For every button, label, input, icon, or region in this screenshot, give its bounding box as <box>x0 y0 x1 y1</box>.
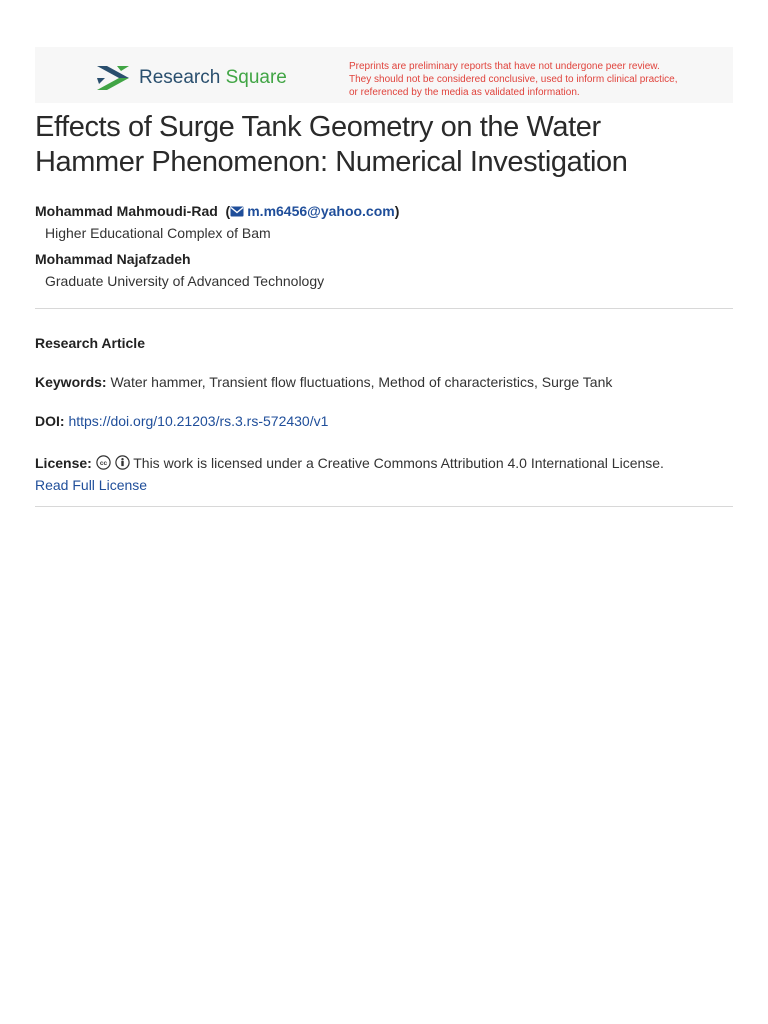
disclaimer-line: Preprints are preliminary reports that have not undergone peer review. <box>349 61 660 72</box>
license-text: This work is licensed under a Creative Commons Attribution 4.0 International License. <box>133 455 664 471</box>
doi-label: DOI: <box>35 413 65 429</box>
preprint-disclaimer <box>349 60 719 99</box>
paper-title <box>35 110 735 180</box>
disclaimer-line: They should not be considered conclusive, used to inform clinical practice, <box>349 74 678 85</box>
author-email: m.m6456@yahoo.com <box>247 203 395 219</box>
license-label: License: <box>35 455 92 471</box>
article-type <box>35 335 145 351</box>
logo-word-research: Research <box>139 67 221 88</box>
read-full-license-link[interactable]: Read Full License <box>35 477 148 493</box>
research-square-logo-icon <box>95 64 131 92</box>
envelope-icon <box>230 206 244 217</box>
logo-text <box>139 67 287 89</box>
divider <box>35 506 733 507</box>
keywords-label: Keywords: <box>35 374 107 390</box>
header-banner <box>35 47 733 103</box>
cc-icon <box>96 455 111 470</box>
disclaimer-line: or referenced by the media as validated information. <box>349 87 580 98</box>
cc-by-icon <box>115 455 130 470</box>
logo-word-square: Square <box>225 67 287 88</box>
author-email-link[interactable] <box>230 203 395 219</box>
title-line: Effects of Surge Tank Geometry on the Water <box>35 111 601 143</box>
research-square-logo[interactable] <box>95 64 287 92</box>
doi-link[interactable]: https://doi.org/10.21203/rs.3.rs-572430/v1 <box>68 413 329 429</box>
doi <box>35 413 328 429</box>
title-line: Hammer Phenomenon: Numerical Investigation <box>35 146 628 178</box>
author-1: Mohammad Mahmoudi-Rad ( m.m6456@yahoo.com) <box>35 203 400 219</box>
divider <box>35 308 733 309</box>
author-name: Mohammad Mahmoudi-Rad <box>35 203 218 219</box>
keywords-value: Water hammer, Transient flow fluctuations, Method of characteristics, Surge Tank <box>110 374 613 390</box>
author-2: Mohammad Najafzadeh <box>35 251 191 267</box>
author-1-affiliation: Higher Educational Complex of Bam <box>45 225 271 241</box>
author-2-affiliation: Graduate University of Advanced Technology <box>45 273 325 289</box>
license <box>35 452 664 496</box>
article-type-label: Research Article <box>35 335 145 351</box>
keywords <box>35 374 612 390</box>
svg-text:cc: cc <box>99 460 107 467</box>
